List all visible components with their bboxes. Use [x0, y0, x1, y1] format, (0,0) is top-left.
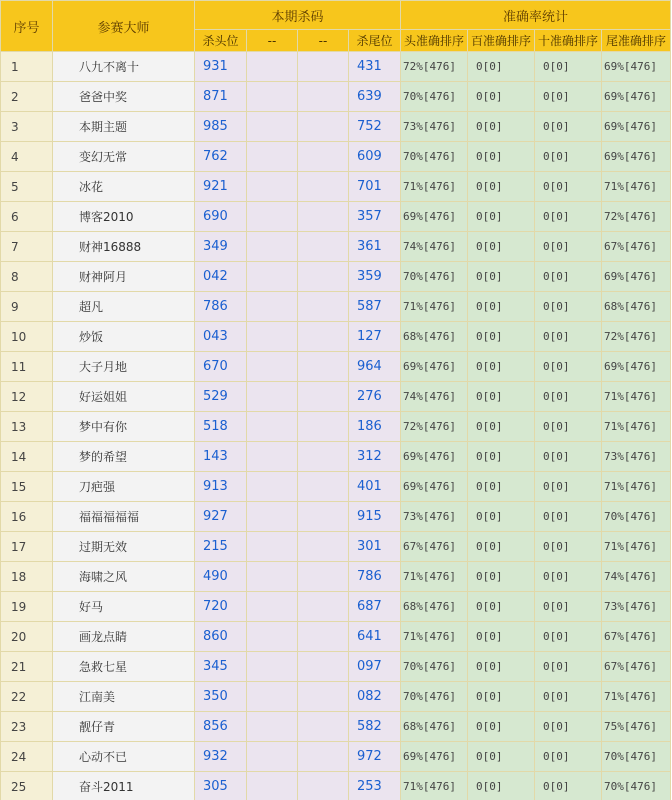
rank-ten-stat: 0[0] — [535, 562, 602, 592]
rank-head-stat: 71%[476] — [401, 772, 468, 800]
rank-hundred-stat: 0[0] — [468, 112, 535, 142]
kill-head-number: 856 — [195, 712, 247, 742]
rank-tail-stat: 73%[476] — [602, 442, 671, 472]
rank-ten-stat: 0[0] — [535, 412, 602, 442]
blank-cell — [247, 262, 298, 292]
blank-cell — [247, 172, 298, 202]
master-name: 冰花 — [53, 172, 195, 202]
kill-head-number: 350 — [195, 682, 247, 712]
kill-tail-number: 401 — [349, 472, 401, 502]
blank-cell — [298, 232, 349, 262]
kill-head-number: 932 — [195, 742, 247, 772]
kill-head-number: 518 — [195, 412, 247, 442]
row-index: 13 — [1, 412, 53, 442]
rank-tail-stat: 70%[476] — [602, 502, 671, 532]
blank-cell — [298, 742, 349, 772]
rank-ten-stat: 0[0] — [535, 742, 602, 772]
rank-tail-stat: 68%[476] — [602, 292, 671, 322]
master-name: 八九不离十 — [53, 52, 195, 82]
table-row — [1, 502, 671, 532]
kill-head-number: 720 — [195, 592, 247, 622]
kill-tail-number: 609 — [349, 142, 401, 172]
table-row — [1, 142, 671, 172]
rank-tail-stat: 74%[476] — [602, 562, 671, 592]
kill-head-number: 921 — [195, 172, 247, 202]
rank-head-stat: 69%[476] — [401, 742, 468, 772]
rank-hundred-stat: 0[0] — [468, 592, 535, 622]
rank-ten-stat: 0[0] — [535, 532, 602, 562]
rank-hundred-stat: 0[0] — [468, 532, 535, 562]
kill-head-number: 670 — [195, 352, 247, 382]
table-row — [1, 412, 671, 442]
table-row — [1, 292, 671, 322]
row-index: 4 — [1, 142, 53, 172]
table-row — [1, 322, 671, 352]
row-index: 3 — [1, 112, 53, 142]
blank-cell — [247, 502, 298, 532]
rank-head-stat: 70%[476] — [401, 652, 468, 682]
kill-head-number: 786 — [195, 292, 247, 322]
blank-cell — [247, 712, 298, 742]
kill-head-number: 762 — [195, 142, 247, 172]
col-header-rank-hundred: 百准确排序 — [468, 30, 535, 52]
kill-tail-number: 915 — [349, 502, 401, 532]
table-row — [1, 622, 671, 652]
kill-tail-number: 361 — [349, 232, 401, 262]
row-index: 1 — [1, 52, 53, 82]
blank-cell — [298, 442, 349, 472]
blank-cell — [247, 532, 298, 562]
table-row — [1, 52, 671, 82]
master-name: 变幻无常 — [53, 142, 195, 172]
master-name: 财神16888 — [53, 232, 195, 262]
row-index: 21 — [1, 652, 53, 682]
kill-head-number: 490 — [195, 562, 247, 592]
rank-head-stat: 73%[476] — [401, 112, 468, 142]
row-index: 14 — [1, 442, 53, 472]
master-name: 江南美 — [53, 682, 195, 712]
blank-cell — [247, 472, 298, 502]
blank-cell — [247, 652, 298, 682]
kill-head-number: 871 — [195, 82, 247, 112]
rank-hundred-stat: 0[0] — [468, 772, 535, 800]
kill-tail-number: 587 — [349, 292, 401, 322]
rank-ten-stat: 0[0] — [535, 502, 602, 532]
col-header-blank-1: -- — [247, 30, 298, 52]
rank-head-stat: 70%[476] — [401, 142, 468, 172]
blank-cell — [298, 262, 349, 292]
row-index: 10 — [1, 322, 53, 352]
rank-tail-stat: 69%[476] — [602, 142, 671, 172]
rank-head-stat: 71%[476] — [401, 622, 468, 652]
rank-tail-stat: 71%[476] — [602, 682, 671, 712]
blank-cell — [247, 112, 298, 142]
table-row — [1, 652, 671, 682]
master-name: 靓仔青 — [53, 712, 195, 742]
rank-hundred-stat: 0[0] — [468, 292, 535, 322]
master-name: 海啸之风 — [53, 562, 195, 592]
group-header-kill: 本期杀码 — [195, 1, 401, 30]
blank-cell — [298, 112, 349, 142]
row-index: 25 — [1, 772, 53, 800]
kill-head-number: 349 — [195, 232, 247, 262]
blank-cell — [247, 592, 298, 622]
rank-head-stat: 72%[476] — [401, 52, 468, 82]
row-index: 8 — [1, 262, 53, 292]
rank-tail-stat: 71%[476] — [602, 532, 671, 562]
rank-tail-stat: 72%[476] — [602, 322, 671, 352]
kill-tail-number: 701 — [349, 172, 401, 202]
kill-head-number: 529 — [195, 382, 247, 412]
rank-head-stat: 72%[476] — [401, 412, 468, 442]
master-name: 心动不已 — [53, 742, 195, 772]
master-name: 大子月地 — [53, 352, 195, 382]
rank-ten-stat: 0[0] — [535, 112, 602, 142]
blank-cell — [247, 232, 298, 262]
rank-ten-stat: 0[0] — [535, 592, 602, 622]
col-header-rank-head: 头准确排序 — [401, 30, 468, 52]
blank-cell — [247, 82, 298, 112]
col-header-rank-ten: 十准确排序 — [535, 30, 602, 52]
rank-tail-stat: 69%[476] — [602, 52, 671, 82]
table-row — [1, 472, 671, 502]
blank-cell — [247, 292, 298, 322]
master-name: 梦中有你 — [53, 412, 195, 442]
table-row — [1, 82, 671, 112]
blank-cell — [298, 502, 349, 532]
row-index: 23 — [1, 712, 53, 742]
row-index: 2 — [1, 82, 53, 112]
rank-ten-stat: 0[0] — [535, 232, 602, 262]
master-name: 过期无效 — [53, 532, 195, 562]
blank-cell — [298, 412, 349, 442]
rank-head-stat: 70%[476] — [401, 682, 468, 712]
blank-cell — [298, 352, 349, 382]
rank-hundred-stat: 0[0] — [468, 322, 535, 352]
rank-hundred-stat: 0[0] — [468, 652, 535, 682]
rank-ten-stat: 0[0] — [535, 82, 602, 112]
rank-head-stat: 70%[476] — [401, 262, 468, 292]
table-row — [1, 172, 671, 202]
rank-ten-stat: 0[0] — [535, 322, 602, 352]
blank-cell — [298, 472, 349, 502]
table-row — [1, 532, 671, 562]
table-row — [1, 682, 671, 712]
rank-ten-stat: 0[0] — [535, 352, 602, 382]
blank-cell — [247, 322, 298, 352]
blank-cell — [247, 742, 298, 772]
rank-head-stat: 70%[476] — [401, 82, 468, 112]
rank-head-stat: 68%[476] — [401, 712, 468, 742]
kill-head-number: 042 — [195, 262, 247, 292]
blank-cell — [247, 382, 298, 412]
row-index: 6 — [1, 202, 53, 232]
table-row — [1, 592, 671, 622]
kill-tail-number: 312 — [349, 442, 401, 472]
master-name: 好运姐姐 — [53, 382, 195, 412]
kill-head-number: 215 — [195, 532, 247, 562]
rank-head-stat: 67%[476] — [401, 532, 468, 562]
master-name: 超凡 — [53, 292, 195, 322]
rank-hundred-stat: 0[0] — [468, 442, 535, 472]
row-index: 7 — [1, 232, 53, 262]
header-row-top — [1, 1, 671, 30]
rank-tail-stat: 75%[476] — [602, 712, 671, 742]
rank-tail-stat: 67%[476] — [602, 622, 671, 652]
rank-ten-stat: 0[0] — [535, 262, 602, 292]
rank-head-stat: 74%[476] — [401, 232, 468, 262]
blank-cell — [247, 682, 298, 712]
rank-tail-stat: 70%[476] — [602, 772, 671, 800]
kill-head-number: 690 — [195, 202, 247, 232]
rank-head-stat: 69%[476] — [401, 352, 468, 382]
kill-tail-number: 186 — [349, 412, 401, 442]
blank-cell — [298, 172, 349, 202]
kill-tail-number: 301 — [349, 532, 401, 562]
kill-head-number: 860 — [195, 622, 247, 652]
master-name: 梦的希望 — [53, 442, 195, 472]
blank-cell — [247, 52, 298, 82]
table-row — [1, 262, 671, 292]
row-index: 19 — [1, 592, 53, 622]
kill-head-number: 927 — [195, 502, 247, 532]
rank-head-stat: 69%[476] — [401, 472, 468, 502]
blank-cell — [298, 682, 349, 712]
kill-tail-number: 639 — [349, 82, 401, 112]
master-name: 博客2010 — [53, 202, 195, 232]
rank-tail-stat: 71%[476] — [602, 172, 671, 202]
kill-tail-number: 097 — [349, 652, 401, 682]
blank-cell — [298, 772, 349, 800]
master-name: 奋斗2011 — [53, 772, 195, 800]
rank-hundred-stat: 0[0] — [468, 472, 535, 502]
rank-ten-stat: 0[0] — [535, 292, 602, 322]
kill-tail-number: 276 — [349, 382, 401, 412]
blank-cell — [247, 202, 298, 232]
table-row — [1, 202, 671, 232]
row-index: 15 — [1, 472, 53, 502]
blank-cell — [298, 622, 349, 652]
group-header-stats: 准确率统计 — [401, 1, 671, 30]
blank-cell — [298, 82, 349, 112]
table-row — [1, 352, 671, 382]
table-row — [1, 772, 671, 800]
rank-hundred-stat: 0[0] — [468, 562, 535, 592]
table-row — [1, 742, 671, 772]
kill-head-number: 305 — [195, 772, 247, 800]
blank-cell — [298, 592, 349, 622]
master-name: 好马 — [53, 592, 195, 622]
kill-tail-number: 431 — [349, 52, 401, 82]
table-row — [1, 562, 671, 592]
rank-hundred-stat: 0[0] — [468, 202, 535, 232]
rank-head-stat: 68%[476] — [401, 592, 468, 622]
col-header-kill-tail: 杀尾位 — [349, 30, 401, 52]
rank-head-stat: 73%[476] — [401, 502, 468, 532]
kill-tail-number: 687 — [349, 592, 401, 622]
kill-tail-number: 641 — [349, 622, 401, 652]
col-header-rank-tail: 尾准确排序 — [602, 30, 671, 52]
row-index: 20 — [1, 622, 53, 652]
rank-tail-stat: 69%[476] — [602, 352, 671, 382]
rank-hundred-stat: 0[0] — [468, 142, 535, 172]
blank-cell — [298, 292, 349, 322]
row-index: 11 — [1, 352, 53, 382]
rank-hundred-stat: 0[0] — [468, 172, 535, 202]
master-name: 本期主题 — [53, 112, 195, 142]
blank-cell — [298, 202, 349, 232]
rank-tail-stat: 72%[476] — [602, 202, 671, 232]
rank-tail-stat: 67%[476] — [602, 652, 671, 682]
blank-cell — [298, 382, 349, 412]
rank-tail-stat: 69%[476] — [602, 262, 671, 292]
rank-tail-stat: 70%[476] — [602, 742, 671, 772]
rank-hundred-stat: 0[0] — [468, 52, 535, 82]
master-name: 福福福福福 — [53, 502, 195, 532]
blank-cell — [247, 412, 298, 442]
rank-ten-stat: 0[0] — [535, 772, 602, 800]
row-index: 17 — [1, 532, 53, 562]
blank-cell — [298, 142, 349, 172]
kill-head-number: 043 — [195, 322, 247, 352]
row-index: 12 — [1, 382, 53, 412]
kill-head-number: 913 — [195, 472, 247, 502]
rank-tail-stat: 69%[476] — [602, 112, 671, 142]
row-index: 18 — [1, 562, 53, 592]
row-index: 16 — [1, 502, 53, 532]
rank-ten-stat: 0[0] — [535, 142, 602, 172]
kill-tail-number: 357 — [349, 202, 401, 232]
rank-tail-stat: 71%[476] — [602, 472, 671, 502]
kill-head-number: 931 — [195, 52, 247, 82]
kill-tail-number: 972 — [349, 742, 401, 772]
rank-tail-stat: 71%[476] — [602, 412, 671, 442]
blank-cell — [247, 442, 298, 472]
table-body — [1, 52, 671, 800]
rank-ten-stat: 0[0] — [535, 712, 602, 742]
table-row — [1, 712, 671, 742]
col-header-kill-head: 杀头位 — [195, 30, 247, 52]
blank-cell — [298, 532, 349, 562]
blank-cell — [247, 352, 298, 382]
master-name: 急救七星 — [53, 652, 195, 682]
kill-tail-number: 127 — [349, 322, 401, 352]
kill-tail-number: 786 — [349, 562, 401, 592]
rank-hundred-stat: 0[0] — [468, 82, 535, 112]
col-header-index: 序号 — [1, 1, 53, 52]
rank-hundred-stat: 0[0] — [468, 742, 535, 772]
master-name: 财神阿月 — [53, 262, 195, 292]
rank-head-stat: 69%[476] — [401, 202, 468, 232]
blank-cell — [247, 142, 298, 172]
master-name: 画龙点睛 — [53, 622, 195, 652]
rank-hundred-stat: 0[0] — [468, 502, 535, 532]
kill-head-number: 345 — [195, 652, 247, 682]
kill-tail-number: 582 — [349, 712, 401, 742]
rank-ten-stat: 0[0] — [535, 472, 602, 502]
rank-hundred-stat: 0[0] — [468, 622, 535, 652]
rank-hundred-stat: 0[0] — [468, 412, 535, 442]
blank-cell — [247, 562, 298, 592]
master-name: 炒饭 — [53, 322, 195, 352]
table-row — [1, 382, 671, 412]
rank-head-stat: 71%[476] — [401, 172, 468, 202]
table-row — [1, 442, 671, 472]
row-index: 22 — [1, 682, 53, 712]
kill-tail-number: 253 — [349, 772, 401, 800]
kill-tail-number: 082 — [349, 682, 401, 712]
rank-hundred-stat: 0[0] — [468, 232, 535, 262]
rank-head-stat: 74%[476] — [401, 382, 468, 412]
rank-hundred-stat: 0[0] — [468, 352, 535, 382]
row-index: 9 — [1, 292, 53, 322]
rank-head-stat: 71%[476] — [401, 562, 468, 592]
blank-cell — [247, 772, 298, 800]
col-header-blank-2: -- — [298, 30, 349, 52]
rank-ten-stat: 0[0] — [535, 652, 602, 682]
row-index: 5 — [1, 172, 53, 202]
kill-tail-number: 359 — [349, 262, 401, 292]
blank-cell — [298, 322, 349, 352]
rank-hundred-stat: 0[0] — [468, 382, 535, 412]
rank-ten-stat: 0[0] — [535, 622, 602, 652]
blank-cell — [247, 622, 298, 652]
rank-head-stat: 69%[476] — [401, 442, 468, 472]
blank-cell — [298, 652, 349, 682]
rank-tail-stat: 73%[476] — [602, 592, 671, 622]
rank-tail-stat: 69%[476] — [602, 82, 671, 112]
rank-hundred-stat: 0[0] — [468, 682, 535, 712]
row-index: 24 — [1, 742, 53, 772]
master-name: 爸爸中奖 — [53, 82, 195, 112]
kill-tail-number: 964 — [349, 352, 401, 382]
table-row — [1, 232, 671, 262]
rank-tail-stat: 71%[476] — [602, 382, 671, 412]
rank-ten-stat: 0[0] — [535, 442, 602, 472]
rank-ten-stat: 0[0] — [535, 172, 602, 202]
rank-head-stat: 68%[476] — [401, 322, 468, 352]
kill-head-number: 985 — [195, 112, 247, 142]
rank-hundred-stat: 0[0] — [468, 712, 535, 742]
blank-cell — [298, 712, 349, 742]
master-name: 刀疤强 — [53, 472, 195, 502]
kill-head-number: 143 — [195, 442, 247, 472]
table-row — [1, 112, 671, 142]
blank-cell — [298, 52, 349, 82]
rank-ten-stat: 0[0] — [535, 52, 602, 82]
rank-tail-stat: 67%[476] — [602, 232, 671, 262]
rank-head-stat: 71%[476] — [401, 292, 468, 322]
rank-hundred-stat: 0[0] — [468, 262, 535, 292]
rank-ten-stat: 0[0] — [535, 682, 602, 712]
blank-cell — [298, 562, 349, 592]
rank-ten-stat: 0[0] — [535, 202, 602, 232]
rank-ten-stat: 0[0] — [535, 382, 602, 412]
col-header-master: 参赛大师 — [53, 1, 195, 52]
kill-tail-number: 752 — [349, 112, 401, 142]
